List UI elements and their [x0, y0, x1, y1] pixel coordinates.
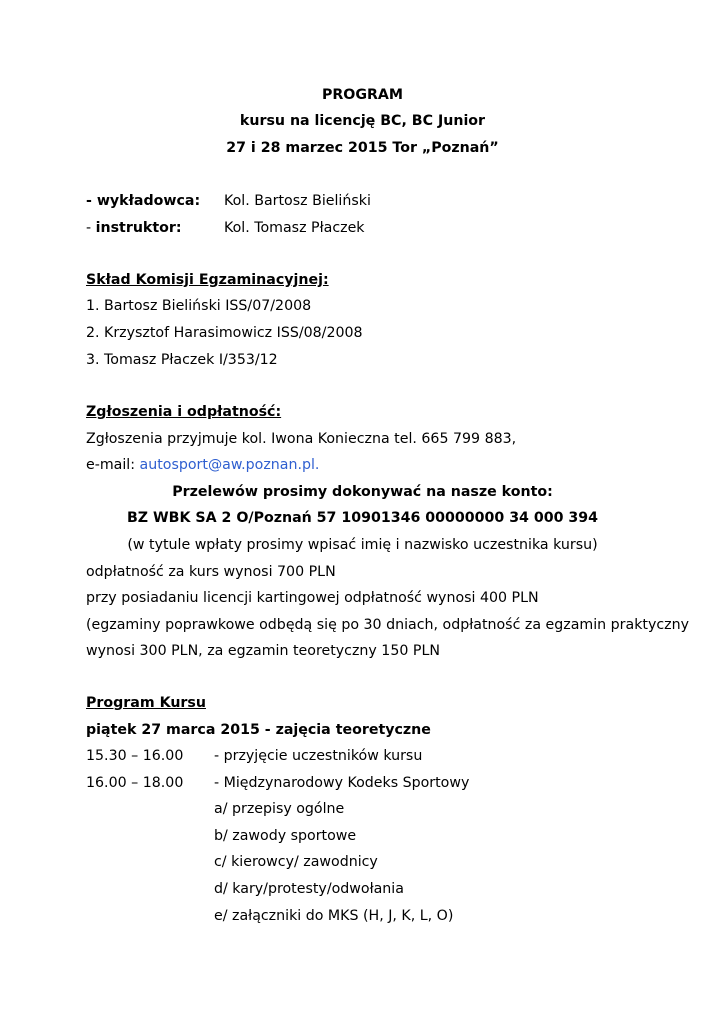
staff-name-lecturer: Kol. Bartosz Bieliński	[224, 193, 371, 209]
retake-line: wynosi 300 PLN, za egzamin teoretyczny 150 PLN	[86, 643, 440, 659]
schedule-subitem: b/ zawody sportowe	[214, 828, 357, 844]
staff-role-instructor: instruktor:	[95, 220, 182, 236]
program-heading: Program Kursu	[86, 695, 206, 711]
schedule-time: 15.30 – 16.00	[86, 748, 184, 764]
staff-role-prefix: -	[86, 220, 96, 236]
fee-line: odpłatność za kurs wynosi 700 PLN	[86, 564, 336, 580]
registration-heading: Zgłoszenia i odpłatność:	[86, 404, 282, 420]
email-label: e-mail:	[86, 457, 140, 473]
schedule-subitem: c/ kierowcy/ zawodnicy	[214, 854, 378, 870]
program-day-heading: piątek 27 marca 2015 - zajęcia teoretyczne	[86, 722, 431, 738]
fee-karting-line: przy posiadaniu licencji kartingowej odpłatność wynosi 400 PLN	[86, 590, 539, 606]
schedule-row	[86, 774, 646, 792]
schedule-time: 16.00 – 18.00	[86, 775, 184, 791]
staff-name-instructor: Kol. Tomasz Płaczek	[224, 220, 365, 236]
retake-line: (egzaminy poprawkowe odbędą się po 30 dniach, odpłatność za egzamin praktyczny	[86, 617, 690, 633]
staff-role-lecturer: - wykładowca:	[86, 193, 201, 209]
bank-account: BZ WBK SA 2 O/Poznań 57 10901346 00000000 34 000 394	[126, 510, 599, 526]
transfer-heading: Przelewów prosimy dokonywać na nasze konto:	[172, 484, 553, 500]
schedule-subitem: d/ kary/protesty/odwołania	[214, 881, 404, 897]
commission-member: 1. Bartosz Bieliński ISS/07/2008	[86, 298, 312, 314]
schedule-subitem: e/ załączniki do MKS (H, J, K, L, O)	[214, 908, 454, 924]
commission-member: 2. Krzysztof Harasimowicz ISS/08/2008	[86, 325, 363, 341]
schedule-subitem: a/ przepisy ogólne	[214, 801, 345, 817]
schedule-description: - Międzynarodowy Kodeks Sportowy	[214, 775, 470, 791]
schedule-row	[86, 747, 646, 765]
transfer-note: (w tytule wpłaty prosimy wpisać imię i nazwisko uczestnika kursu)	[127, 537, 598, 553]
staff-row-lecturer	[86, 192, 646, 210]
schedule-description: - przyjęcie uczestników kursu	[214, 748, 423, 764]
email-link[interactable]: autosport@aw.poznan.pl.	[139, 457, 320, 473]
staff-row-instructor	[86, 219, 646, 237]
commission-member: 3. Tomasz Płaczek I/353/12	[86, 352, 278, 368]
registration-email-row	[86, 456, 319, 474]
document-subtitle: kursu na licencję BC, BC Junior	[239, 113, 486, 129]
document-date-place: 27 i 28 marzec 2015 Tor „Poznań”	[226, 140, 499, 156]
registration-contact: Zgłoszenia przyjmuje kol. Iwona Konieczna tel. 665 799 883,	[86, 431, 517, 447]
document-title: PROGRAM	[321, 87, 404, 103]
commission-heading: Skład Komisji Egzaminacyjnej:	[86, 272, 329, 288]
